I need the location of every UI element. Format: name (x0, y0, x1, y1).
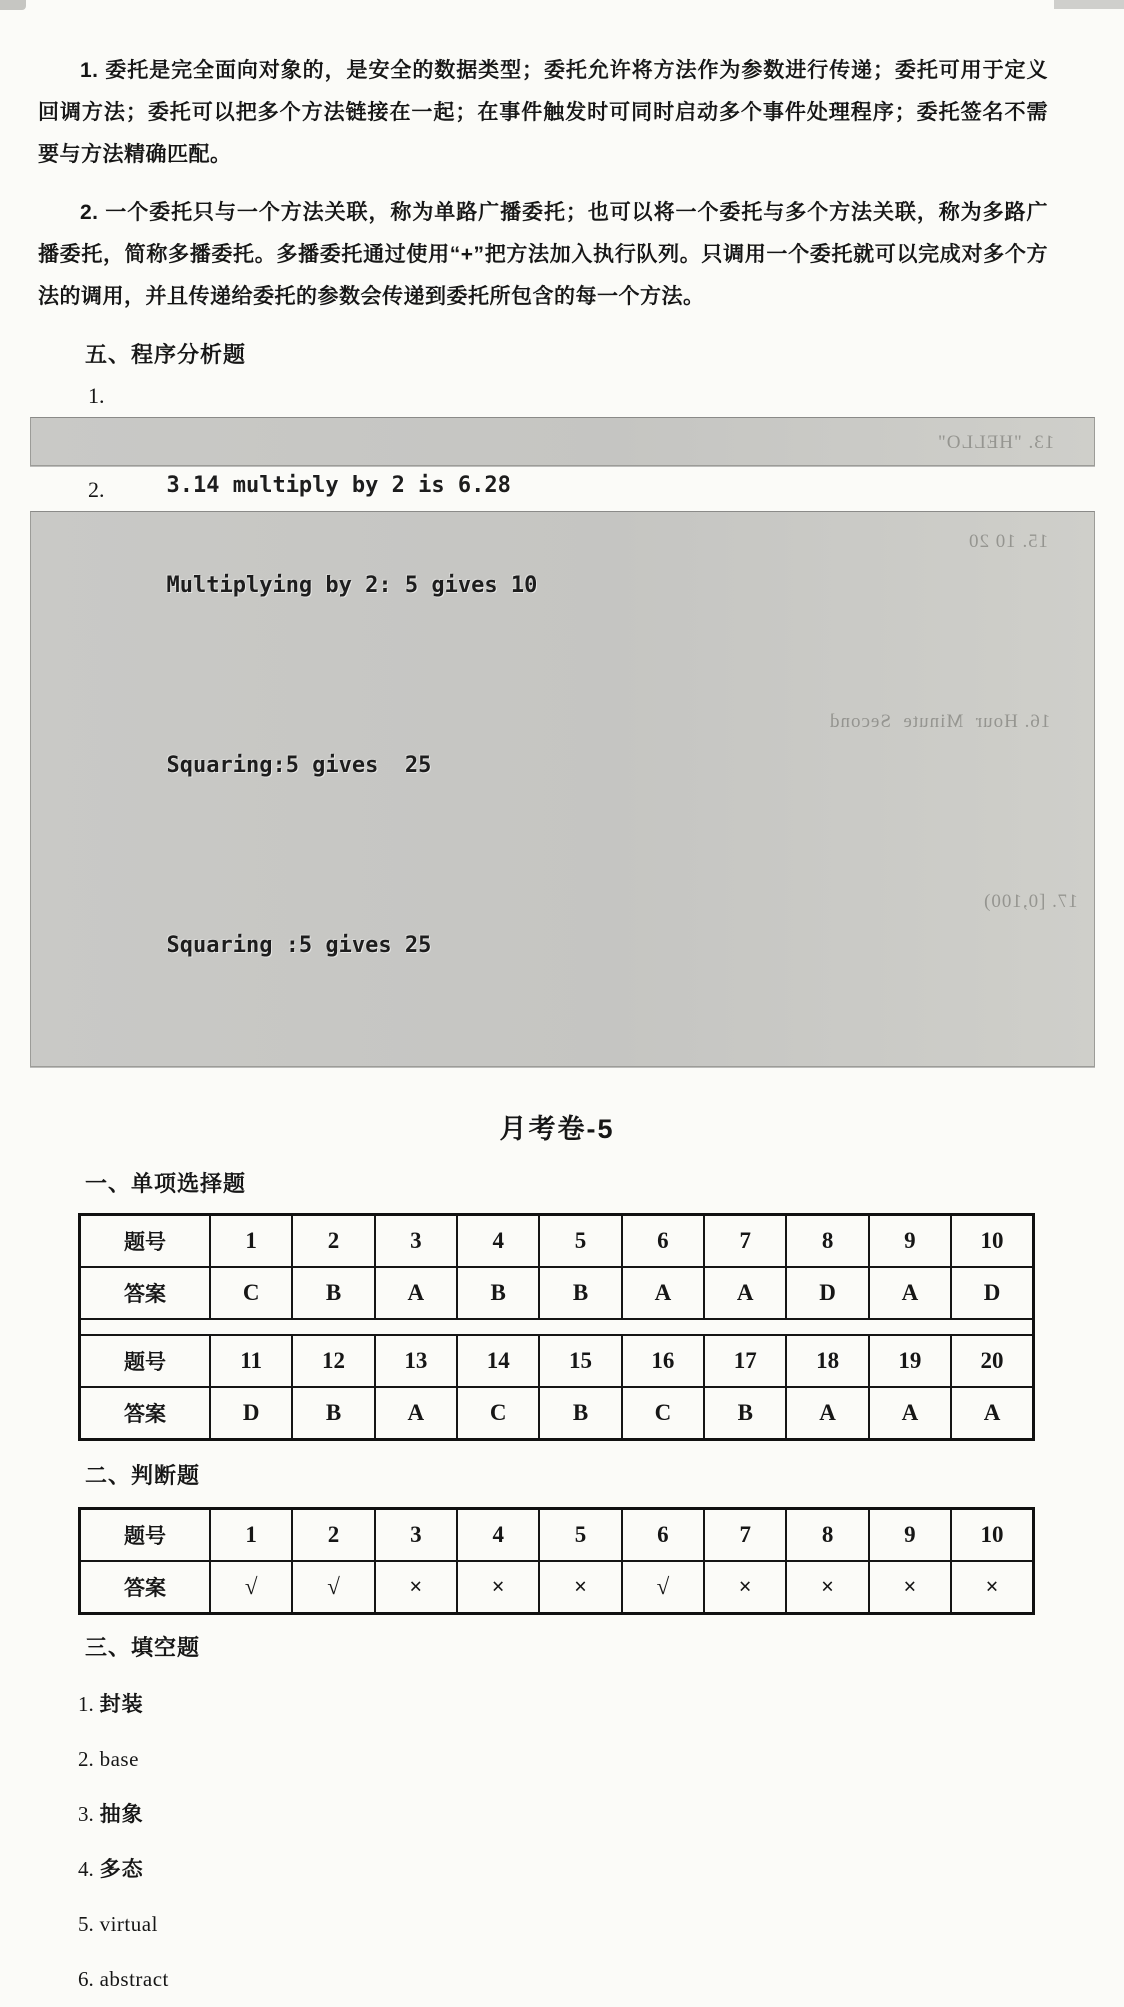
question-number-cell: 13 (375, 1335, 457, 1387)
question-number-cell: 14 (457, 1335, 539, 1387)
answer-row (80, 1387, 1034, 1440)
answer-cell: A (375, 1387, 457, 1440)
question-number-cell: 18 (786, 1335, 868, 1387)
question-number-row (80, 1509, 1034, 1562)
row-label-answer: 答案 (80, 1387, 211, 1440)
console-text: 3.14 multiply by 2 is 6.28 (166, 473, 511, 498)
fill-item-answer: 封装 (99, 1693, 144, 1716)
fill-item-number: 5. (78, 1912, 94, 1936)
spacer-cell (80, 1319, 1034, 1335)
question-number-cell: 9 (869, 1215, 951, 1268)
answer-cell: B (457, 1267, 539, 1319)
row-label-question: 题号 (80, 1215, 211, 1268)
fill-item-answer: 抽象 (99, 1803, 144, 1826)
tf-mark-cell: √ (622, 1561, 704, 1614)
answer-row (80, 1561, 1034, 1614)
bleed-through-text: 15. 10 20 (967, 531, 1048, 552)
bleed-through-text: 13. "HELLO" (936, 432, 1054, 453)
question-number-cell: 8 (786, 1215, 868, 1268)
delegate-answer-paragraph-1: 1. 委托是完全面向对象的，是安全的数据类型；委托允许将方法作为参数进行传递；委托可用于定义回调方法；委托可以把多个方法链接在一起；在事件触发时可同时启动多个事件处理程序；委托签名不需要与方法精确匹配。 (38, 59, 1048, 166)
tf-mark-cell: √ (210, 1561, 292, 1614)
question-number-cell: 17 (704, 1335, 786, 1387)
question-number-cell: 20 (951, 1335, 1033, 1387)
question-number-cell: 2 (292, 1509, 374, 1562)
question-number-cell: 7 (704, 1509, 786, 1562)
answer-cell: B (539, 1387, 621, 1440)
question-number-cell: 4 (457, 1509, 539, 1562)
question-number-cell: 11 (210, 1335, 292, 1387)
section-heading-program-analysis: 五、程序分析题 (85, 342, 247, 367)
answer-cell: A (375, 1267, 457, 1319)
delegate-answer-paragraph-2: 2. 一个委托只与一个方法关联，称为单路广播委托；也可以将一个委托与多个方法关联，称为多路广播委托，简称多播委托。多播委托通过使用“+”把方法加入执行队列。只调用一个委托就可以完成对多个方法的调用，并且传递给委托的参数会传递到委托所包含的每一个方法。 (38, 201, 1048, 308)
answer-cell: A (869, 1387, 951, 1440)
section-heading-multiple-choice: 一、单项选择题 (85, 1171, 247, 1196)
scan-artifact-top-left (0, 0, 26, 10)
program-item-1-label: 1. (88, 383, 105, 408)
answer-cell: C (622, 1387, 704, 1440)
row-label-question: 题号 (80, 1509, 211, 1562)
fill-blank-item (78, 1842, 1048, 1897)
console-text: Multiplying by 2: 5 gives 10 (166, 573, 538, 598)
console-output-line (31, 518, 1094, 698)
console-text: Squaring :5 gives 25 (166, 933, 432, 958)
answer-cell: A (951, 1387, 1033, 1440)
bleed-through-text: 17. [0,100) (983, 891, 1078, 912)
tf-mark-cell: × (869, 1561, 951, 1614)
tf-mark-cell: × (786, 1561, 868, 1614)
fill-blank-item (78, 1897, 1048, 1952)
question-number-cell: 1 (210, 1215, 292, 1268)
question-number-cell: 5 (539, 1509, 621, 1562)
program-item-2-label: 2. (88, 477, 105, 502)
answer-cell: A (869, 1267, 951, 1319)
question-number-cell: 8 (786, 1509, 868, 1562)
question-number-cell: 1 (210, 1509, 292, 1562)
tf-mark-cell: √ (292, 1561, 374, 1614)
question-number-cell: 16 (622, 1335, 704, 1387)
row-label-answer: 答案 (80, 1561, 211, 1614)
question-number-cell: 9 (869, 1509, 951, 1562)
question-number-cell: 6 (622, 1509, 704, 1562)
tf-mark-cell: × (539, 1561, 621, 1614)
tf-answer-table (78, 1507, 1035, 1615)
console-text: Squaring:5 gives 25 (166, 753, 432, 778)
question-number-cell: 3 (375, 1509, 457, 1562)
question-number-cell: 15 (539, 1335, 621, 1387)
exam-paper-title: 月考卷-5 (499, 1114, 615, 1144)
console-output-box-1 (30, 417, 1095, 498)
question-number-cell: 3 (375, 1215, 457, 1268)
question-number-cell: 5 (539, 1215, 621, 1268)
answer-cell: B (704, 1387, 786, 1440)
scan-artifact-top-right (1054, 0, 1124, 9)
fill-item-answer: base (99, 1747, 139, 1771)
console-output-line (31, 698, 1094, 878)
answer-cell: B (539, 1267, 621, 1319)
mcq-answer-table (78, 1213, 1035, 1441)
tf-mark-cell: × (457, 1561, 539, 1614)
answer-cell: D (210, 1387, 292, 1440)
question-number-row (80, 1215, 1034, 1268)
answer-cell: D (786, 1267, 868, 1319)
fill-item-answer: abstract (99, 1967, 169, 1991)
bleed-through-text: 16. Hour Minute Second (828, 711, 1050, 732)
answer-cell: C (457, 1387, 539, 1440)
question-number-cell: 7 (704, 1215, 786, 1268)
question-number-cell: 10 (951, 1215, 1033, 1268)
tf-mark-cell: × (951, 1561, 1033, 1614)
fill-blank-answer-list (38, 1677, 1048, 2007)
question-number-cell: 6 (622, 1215, 704, 1268)
answer-cell: D (951, 1267, 1033, 1319)
fill-item-number: 4. (78, 1857, 94, 1881)
tf-mark-cell: × (375, 1561, 457, 1614)
answer-cell: B (292, 1267, 374, 1319)
row-label-answer: 答案 (80, 1267, 211, 1319)
question-number-cell: 12 (292, 1335, 374, 1387)
fill-item-answer: virtual (99, 1912, 158, 1936)
fill-blank-item (78, 1732, 1048, 1787)
fill-blank-item (78, 1952, 1048, 2007)
question-number-cell: 19 (869, 1335, 951, 1387)
console-output-line (31, 878, 1094, 1058)
answer-cell: A (622, 1267, 704, 1319)
answer-cell: A (704, 1267, 786, 1319)
question-number-cell: 2 (292, 1215, 374, 1268)
section-heading-true-false: 二、判断题 (85, 1463, 201, 1488)
question-number-cell: 4 (457, 1215, 539, 1268)
tf-mark-cell: × (704, 1561, 786, 1614)
fill-item-answer: 多态 (99, 1858, 144, 1881)
question-number-cell: 10 (951, 1509, 1033, 1562)
answer-row (80, 1267, 1034, 1319)
fill-item-number: 3. (78, 1802, 94, 1826)
fill-item-number: 6. (78, 1967, 94, 1991)
answer-cell: B (292, 1387, 374, 1440)
fill-item-number: 2. (78, 1747, 94, 1771)
table-spacer-row (80, 1319, 1034, 1335)
fill-blank-item (78, 1677, 1048, 1732)
section-heading-fill-blank: 三、填空题 (85, 1635, 201, 1660)
fill-item-number: 1. (78, 1692, 94, 1716)
row-label-question: 题号 (80, 1335, 211, 1387)
console-output-box-2 (30, 511, 1095, 1067)
question-number-row (80, 1335, 1034, 1387)
answer-cell: C (210, 1267, 292, 1319)
fill-blank-item (78, 1787, 1048, 1842)
answer-cell: A (786, 1387, 868, 1440)
